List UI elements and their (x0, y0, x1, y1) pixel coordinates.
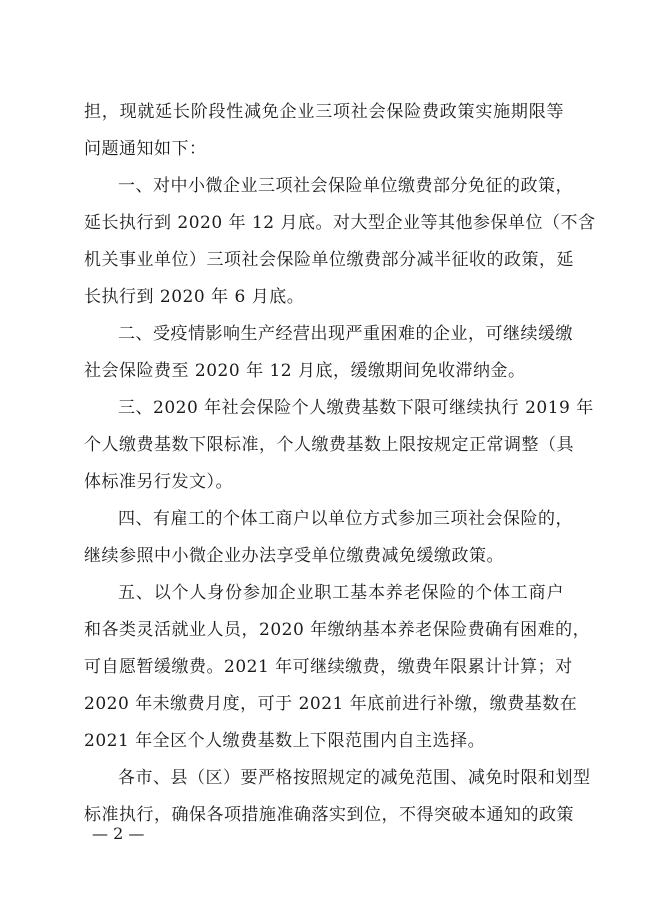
body-line: 长执行到 2020 年 6 月底。 (84, 287, 305, 307)
body-line: 一、对中小微企业三项社会保险单位缴费部分免征的政策， (118, 176, 573, 196)
body-line: 和各类灵活就业人员，2020 年缴纳基本养老保险费确有困难的， (84, 620, 591, 640)
body-line: 体标准另行发文）。 (84, 472, 233, 492)
body-line: 标准执行，确保各项措施准确落实到位，不得突破本通知的政策 (84, 805, 574, 825)
body-line: 五、以个人身份参加企业职工基本养老保险的个体工商户 (118, 583, 564, 603)
body-line: 继续参照中小微企业办法享受单位缴费减免缓缴政策。 (84, 546, 504, 566)
body-line: 机关事业单位）三项社会保险单位缴费部分减半征收的政策，延 (84, 250, 574, 270)
body-line: 三、2020 年社会保险个人缴费基数下限可继续执行 2019 年 (118, 398, 594, 418)
body-line: 延长执行到 2020 年 12 月底。对大型企业等其他参保单位（不含 (84, 213, 596, 233)
body-line: 社会保险费至 2020 年 12 月底，缓缴期间免收滞纳金。 (84, 361, 526, 381)
body-line: 四、有雇工的个体工商户以单位方式参加三项社会保险的， (118, 509, 573, 529)
body-line: 2021 年全区个人缴费基数上下限范围内自主选择。 (84, 731, 486, 751)
body-line: 二、受疫情影响生产经营出现严重困难的企业，可继续缓缴 (118, 324, 573, 344)
body-line: 担，现就延长阶段性减免企业三项社会保险费政策实施期限等 (84, 102, 564, 122)
body-line: 个人缴费基数下限标准，个人缴费基数上限按规定正常调整（具 (84, 435, 574, 455)
page-number: — 2 — (92, 824, 145, 843)
body-line: 问题通知如下： (84, 139, 207, 159)
body-line: 2020 年未缴费月度，可于 2021 年底前进行补缴，缴费基数在 (84, 694, 578, 714)
body-line: 各市、县（区）要严格按照规定的减免范围、减免时限和划型 (118, 768, 591, 788)
body-line: 可自愿暂缓缴费。2021 年可继续缴费，缴费年限累计计算；对 (84, 657, 573, 677)
